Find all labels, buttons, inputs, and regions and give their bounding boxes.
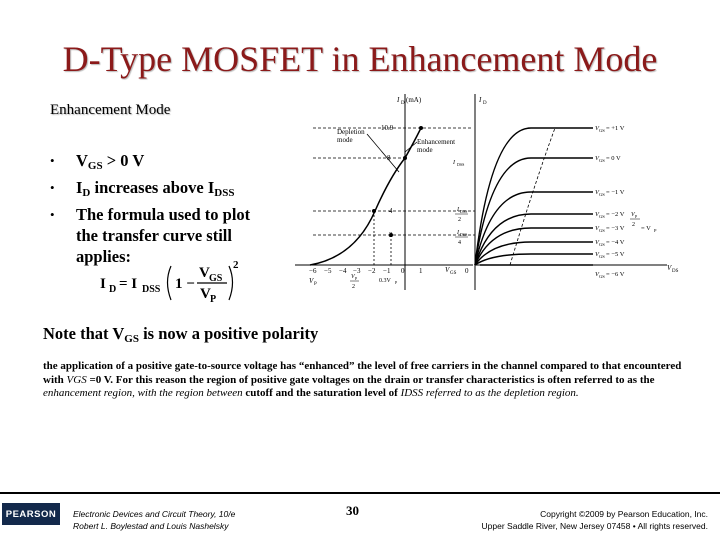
vds-axis-sub: DS	[672, 269, 679, 274]
bullet-dot: •	[50, 180, 55, 195]
drain-origin: 0	[465, 267, 469, 275]
curve-label-prefix-p1: V	[595, 125, 599, 132]
bullet-item: • $V_{GS} > 0$ V	[50, 151, 145, 172]
copyright-notice: Copyright ©2009 by Pearson Education, Inc. Upper Saddle River, New Jersey 07458 • All rights reserved.	[481, 509, 708, 531]
vds-axis-label: V	[667, 264, 672, 272]
curve-label-sub-p1: GS	[599, 128, 605, 133]
formula-eq: = I	[119, 276, 138, 292]
formula-rhs-sub: DSS	[142, 284, 161, 295]
curve-label-prefix-n5: V	[595, 251, 599, 258]
depletion-label-2: mode	[337, 136, 353, 144]
enhancement-pointer	[405, 142, 417, 152]
formula-one-minus: 1 −	[175, 276, 195, 292]
vgs-axis-label: V	[445, 266, 450, 274]
vp-half-sub: P	[355, 276, 358, 281]
transfer-y-sub: D	[401, 101, 405, 106]
idss-mid-label: I	[453, 160, 455, 166]
curve-label-sub-n5: GS	[599, 254, 605, 259]
vp-sub: P	[314, 282, 317, 287]
curve-point-idss	[403, 156, 407, 160]
transfer-y-label: I	[397, 96, 400, 104]
curve-label-prefix-0: V	[595, 155, 599, 162]
polarity-note: Note that $V_{GS}$ is now a positive polarity	[43, 324, 319, 345]
vp-label: V	[309, 277, 314, 285]
vp-eq-label-sub: P	[654, 228, 657, 233]
vp-third-sub: P	[395, 280, 398, 285]
footer-divider	[0, 492, 720, 494]
bullet-list	[50, 150, 266, 267]
vgs-axis-sub: GS	[450, 271, 457, 276]
formula-exponent: 2	[233, 259, 239, 271]
vp-half-label: V	[351, 274, 355, 280]
curve-label-n1: = −1 V	[606, 189, 625, 196]
curve-label-0: = 0 V	[606, 155, 621, 162]
x-tick-0: 0	[401, 267, 405, 275]
vp-third-label: 0.3V	[379, 278, 391, 284]
x-tick-neg1: −1	[383, 267, 391, 275]
x-tick-neg6: −6	[309, 267, 317, 275]
formula-den-sub: P	[210, 294, 217, 305]
curve-label-prefix-n1: V	[595, 189, 599, 196]
idss-quarter-den: 4	[458, 240, 461, 246]
curve-label-n2: = −2 V	[606, 211, 625, 218]
drain-curve-vgs-n3	[475, 228, 593, 265]
x-tick-neg3: −3	[353, 267, 361, 275]
enhancement-label-2: mode	[417, 146, 433, 154]
idss-quarter-num: I	[457, 230, 459, 236]
curve-label-sub-n4: GS	[599, 242, 605, 247]
curve-label-sub-n6: GS	[599, 274, 605, 279]
curve-label-n5: = −5 V	[606, 251, 625, 258]
curve-label-sub-n1: GS	[599, 192, 605, 197]
bullet-dot: •	[50, 153, 55, 168]
book-citation: Electronic Devices and Circuit Theory, 10/e Robert L. Boylestad and Louis Nashelsky	[73, 509, 236, 531]
drain-y-label: I	[479, 96, 482, 104]
x-tick-1: 1	[419, 267, 423, 275]
formula-den: V	[200, 286, 211, 302]
pearson-logo: PEARSON	[2, 503, 60, 525]
curve-label-n4: = −4 V	[606, 239, 625, 246]
formula-lhs: I	[100, 276, 106, 292]
x-tick-neg5: −5	[324, 267, 332, 275]
section-heading: Enhancement Mode	[50, 102, 171, 118]
idss-half-num: I	[457, 207, 459, 213]
curve-point-half	[372, 209, 376, 213]
formula-num-sub: GS	[209, 273, 223, 284]
explanation-paragraph: the application of a positive gate-to-source voltage has “enhanced” the level of free carriers in the channel compared to that encountered with VGS =0 V. For this reason the region of positive gate voltages on the drain or transfer characteristics is often referred to as the enhancement region, with the region between cutoff and the saturation level of IDSS referred to as the depletion region.	[43, 360, 682, 399]
curve-label-n3: = −3 V	[606, 225, 625, 232]
curve-label-n6: = −6 V	[606, 271, 625, 278]
transfer-curve	[310, 128, 421, 265]
characteristics-graph	[295, 92, 690, 292]
curve-label-p1: = +1 V	[606, 125, 625, 132]
bullet-dot: •	[50, 207, 55, 222]
formula-num: V	[199, 265, 210, 281]
half-label-num-sub: P	[635, 214, 638, 219]
curve-label-prefix-n3: V	[595, 225, 599, 232]
half-label-den: 2	[632, 222, 635, 228]
drain-y-sub: D	[483, 101, 487, 106]
half-label-num: V	[631, 212, 635, 218]
slide-title: D-Type MOSFET in Enhancement Mode	[62, 39, 658, 79]
curve-label-prefix-n6: V	[595, 271, 599, 278]
x-tick-neg2: −2	[368, 267, 376, 275]
page-number: 30	[346, 503, 359, 518]
drain-curve-vgs-p1	[475, 128, 593, 265]
curve-label-sub-0: GS	[599, 158, 605, 163]
drain-curve-vgs-n5	[475, 254, 593, 265]
enhancement-label-1: Enhancement	[417, 138, 456, 146]
y-tick-4: 4	[389, 207, 393, 215]
right-paren	[229, 266, 233, 300]
idss-quarter-sub: DSS	[460, 232, 468, 237]
y-tick-2: 2	[389, 231, 393, 239]
left-paren	[168, 266, 172, 300]
curve-label-prefix-n4: V	[595, 239, 599, 246]
curve-label-prefix-n2: V	[595, 211, 599, 218]
curve-label-sub-n2: GS	[599, 214, 605, 219]
curve-point-max	[419, 126, 423, 130]
idss-mid-sub: DSS	[457, 162, 465, 167]
bullet-item: • $I_D$ increases above $I_{DSS}$	[50, 178, 235, 199]
y-tick-10-9: 10.9	[381, 124, 394, 132]
bullet-item: • The formula used to plot the transfer curve still applies:	[50, 205, 251, 266]
idss-half-den: 2	[458, 217, 461, 223]
y-tick-8: 8	[387, 154, 391, 162]
formula-lhs-sub: D	[109, 284, 117, 295]
depletion-label-1: Depletion	[337, 128, 365, 136]
idss-half-sub: DSS	[460, 209, 468, 214]
curve-label-sub-n3: GS	[599, 228, 605, 233]
pinch-off-locus	[510, 128, 555, 265]
depletion-pointer	[367, 134, 399, 172]
shockley-formula	[100, 258, 250, 306]
vp-half-den: 2	[352, 284, 355, 290]
transfer-y-unit: (mA)	[406, 96, 422, 104]
vp-eq-label: = V	[641, 225, 651, 232]
x-tick-neg4: −4	[339, 267, 347, 275]
